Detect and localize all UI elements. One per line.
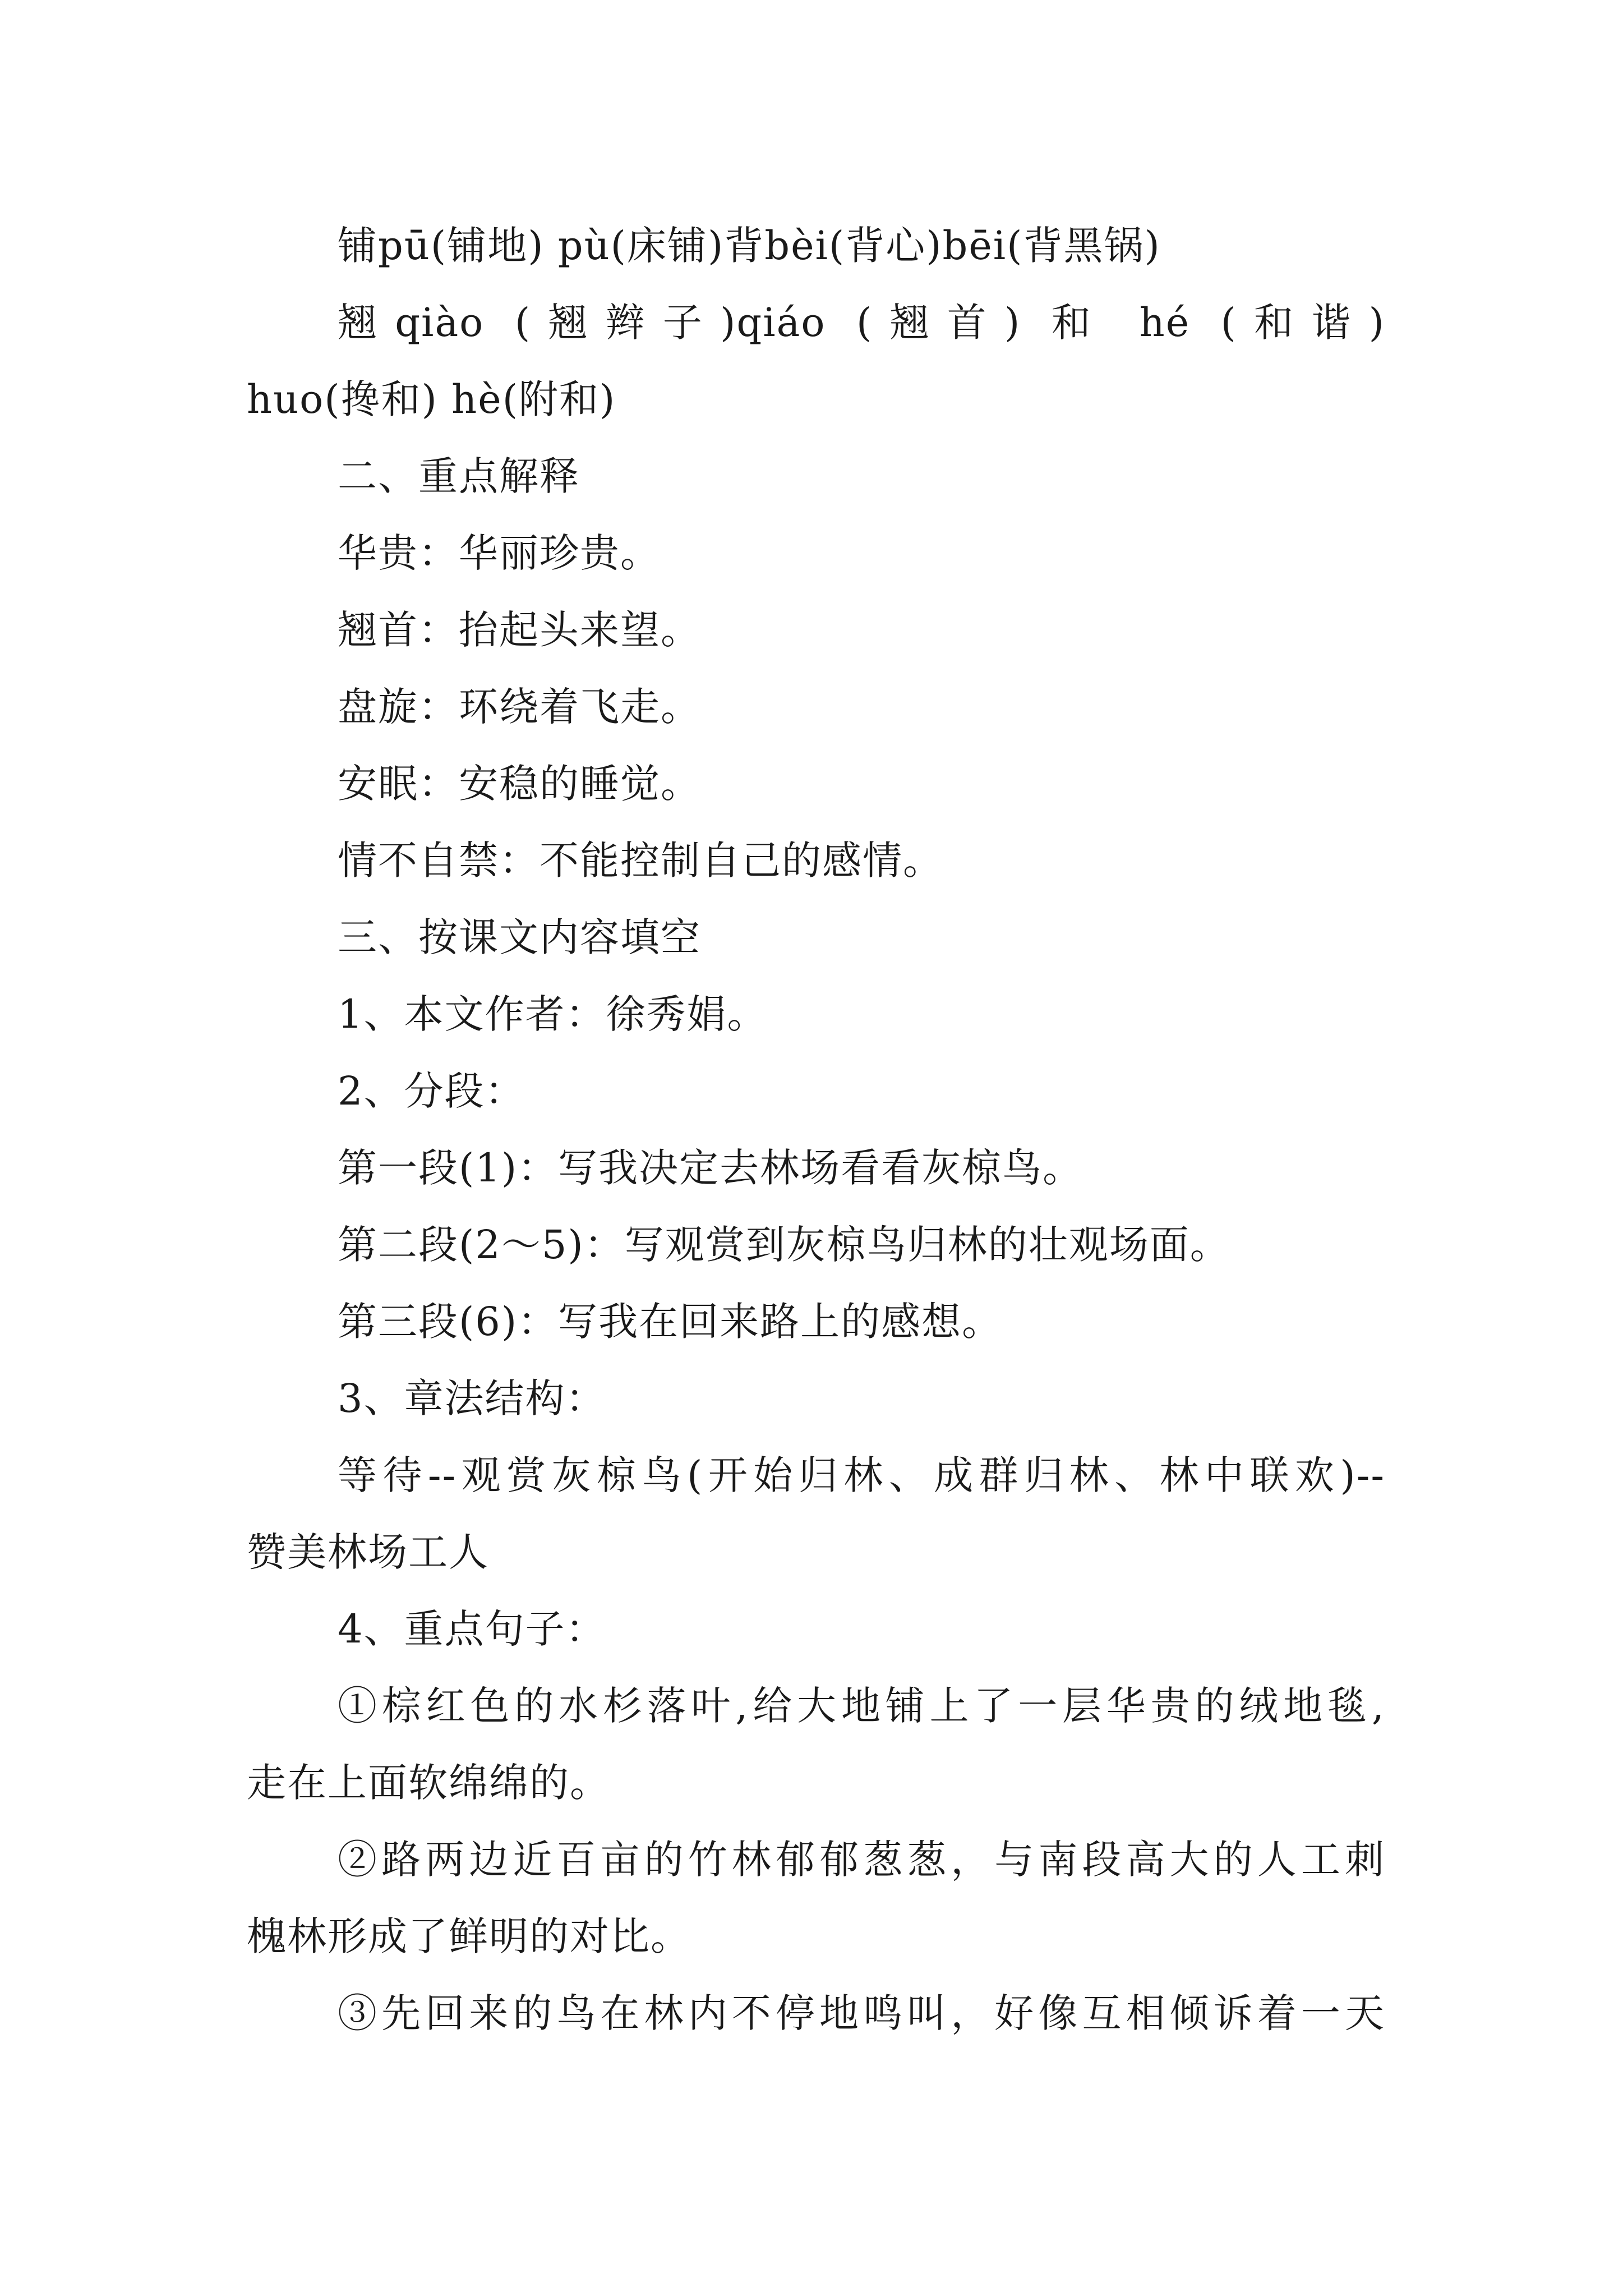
section-two: 第二段(2～5)：写观赏到灰椋鸟归林的壮观场面。 (338, 1222, 1230, 1268)
document-body (247, 208, 1385, 2052)
definition-qingbuzijin: 情不自禁：不能控制自己的感情。 (338, 838, 943, 884)
section-heading-fill-in: 三、按课文内容填空 (338, 914, 701, 960)
definition-anmian: 安眠：安稳的睡觉。 (338, 761, 701, 807)
sentence-2-cont: 槐林形成了鲜明的对比。 (247, 1913, 691, 1959)
item-author: 1、本文作者：徐秀娟。 (338, 991, 768, 1037)
pinyin-line-huo-he: huo(搀和) hè(附和) (247, 376, 616, 422)
definition-panxuan: 盘旋：环绕着飞走。 (338, 684, 701, 730)
structure-text: 等待--观赏灰椋鸟(开始归林、成群归林、林中联欢)-- (338, 1452, 1385, 1498)
definition-qiaoshou: 翘首：抬起头来望。 (338, 607, 701, 653)
item-key-sentences: 4、重点句子： (338, 1606, 606, 1652)
sentence-1-cont: 走在上面软绵绵的。 (247, 1760, 610, 1806)
section-heading-key-explanations: 二、重点解释 (338, 453, 580, 499)
sentence-1: ①棕红色的水杉落叶,给大地铺上了一层华贵的绒地毯, (338, 1683, 1385, 1729)
section-one: 第一段(1)：写我决定去林场看看灰椋鸟。 (338, 1145, 1083, 1191)
item-structure: 3、章法结构： (338, 1375, 606, 1421)
pinyin-line-pu-bei: 铺pū(铺地) pù(床铺)背bèi(背心)bēi(背黑锅) (338, 223, 1161, 269)
sentence-2: ②路两边近百亩的竹林郁郁葱葱，与南段高大的人工刺 (338, 1837, 1385, 1883)
structure-text-cont: 赞美林场工人 (247, 1529, 489, 1575)
sentence-3: ③先回来的鸟在林内不停地鸣叫，好像互相倾诉着一天 (338, 1990, 1385, 2036)
section-three: 第三段(6)：写我在回来路上的感想。 (338, 1299, 1003, 1345)
definition-huagui: 华贵：华丽珍贵。 (338, 530, 661, 576)
pinyin-line-qiao-he: 翘qiào (翘辫子)qiáo (翘首) 和 hé (和谐) (338, 300, 1385, 346)
item-sections: 2、分段： (338, 1068, 525, 1114)
